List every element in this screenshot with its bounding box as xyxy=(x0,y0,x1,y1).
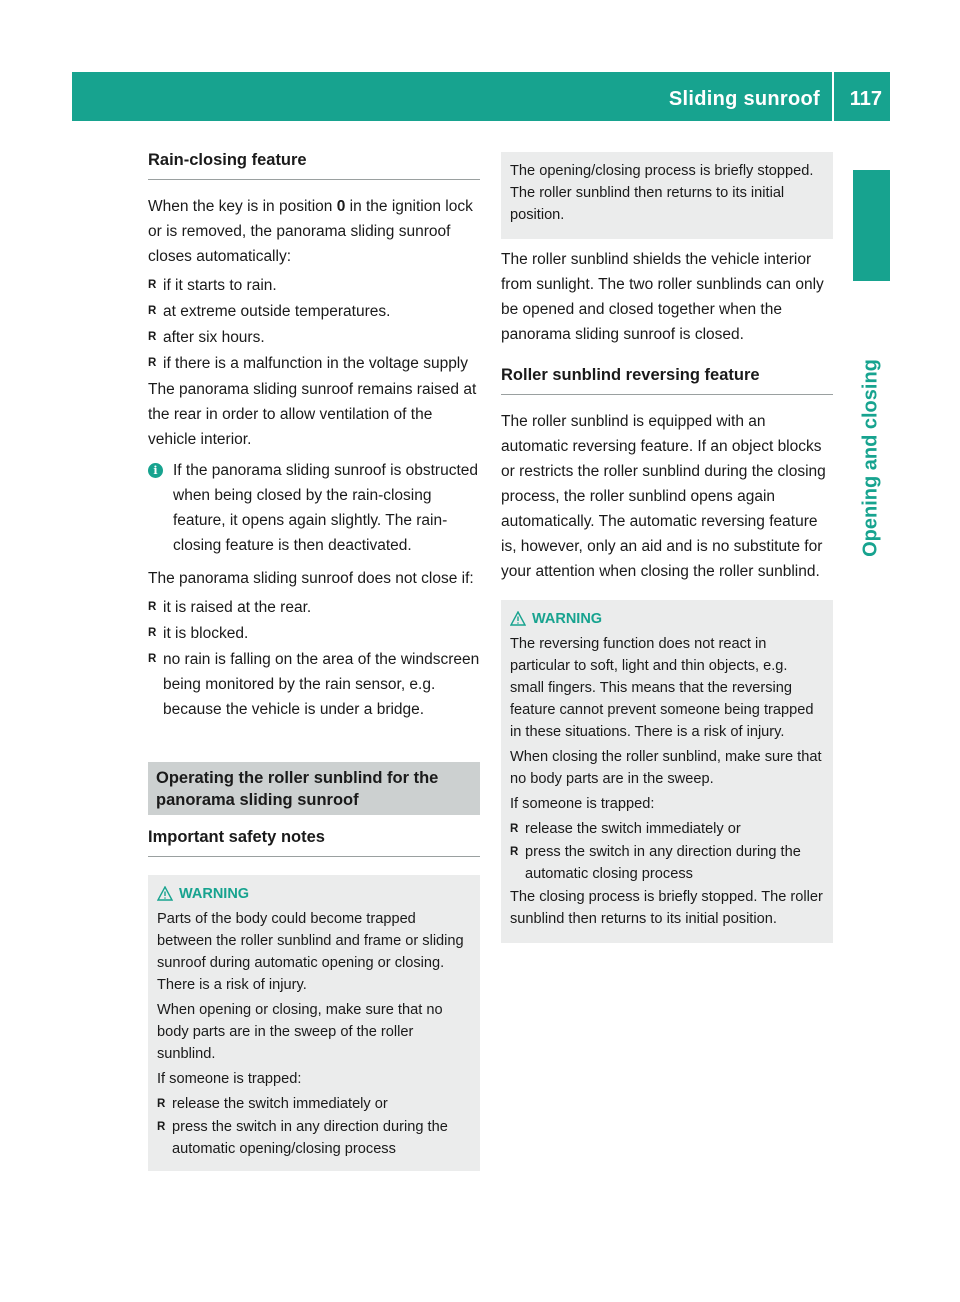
warning-paragraph: The reversing function does not react in particular to soft, light and thin objects, e.g. small fingers. This means that the reversing feature cannot prevent someone being trapped in these situations. There is a risk of injury. xyxy=(510,636,814,740)
warning-box-1-continued xyxy=(501,152,833,239)
warning-paragraph: The opening/closing process is briefly stopped. The roller sunblind then returns to its initial position. xyxy=(510,163,814,223)
warning-paragraph: If someone is trapped: xyxy=(510,796,655,812)
chapter-label: Opening and closing xyxy=(859,359,882,557)
warning-triangle-icon xyxy=(510,611,526,626)
warning-label: WARNING xyxy=(179,886,250,902)
section-banner: Operating the roller sunblind for the panorama sliding sunroof xyxy=(148,762,480,815)
header-divider xyxy=(832,72,834,121)
list-item: R if it starts to rain. xyxy=(148,273,480,298)
intro-text-start: When the key is in position xyxy=(148,198,337,215)
chapter-tab xyxy=(853,170,890,281)
warning-paragraph: Parts of the body could become trapped between the roller sunblind and frame or sliding sunroof during automatic opening or closing. There is a risk of injury. xyxy=(157,911,464,993)
warning-paragraph: When closing the roller sunblind, make sure that no body parts are in the sweep. xyxy=(510,749,822,787)
info-note xyxy=(148,458,480,558)
warning-box-1 xyxy=(148,875,480,1171)
warning-paragraph: If someone is trapped: xyxy=(157,1071,302,1087)
list-item: R press the switch in any direction during the automatic closing process xyxy=(510,841,824,885)
list-item: R release the switch immediately or xyxy=(510,818,824,840)
ventilation-text: The panorama sliding sunroof remains raised at the rear in order to allow ventilation of the vehicle interior. xyxy=(148,381,477,448)
info-icon: i xyxy=(148,463,163,478)
rain-close-conditions xyxy=(148,273,480,376)
page-number: 117 xyxy=(849,88,882,110)
rain-closing-intro xyxy=(148,194,480,269)
left-column xyxy=(148,148,480,1171)
list-item: R it is raised at the rear. xyxy=(148,595,480,620)
intro-text-end: in the ignition lock or is removed, the panorama sliding sunroof closes automatically: xyxy=(148,198,473,265)
page-header xyxy=(72,72,890,121)
right-column xyxy=(501,148,833,943)
info-note-text: If the panorama sliding sunroof is obstructed when being closed by the rain-closing feature, it opens again slightly. The rain-closing feature is then deactivated. xyxy=(173,462,479,554)
warning-bullets xyxy=(157,1093,471,1160)
warning-paragraph: The closing process is briefly stopped. The roller sunblind then returns to its initial position. xyxy=(510,889,823,927)
not-close-intro: The panorama sliding sunroof does not close if: xyxy=(148,570,474,587)
list-item: R release the switch immediately or xyxy=(157,1093,471,1115)
warning-label: WARNING xyxy=(532,611,603,627)
warning-heading xyxy=(510,608,824,630)
list-item: R press the switch in any direction during the automatic opening/closing process xyxy=(157,1116,471,1160)
shield-text: The roller sunblind shields the vehicle interior from sunlight. The two roller sunblinds can only be opened and closed together when the panorama sliding sunroof is closed. xyxy=(501,251,824,343)
header-title: Sliding sunroof xyxy=(668,88,820,110)
safety-notes-heading: Important safety notes xyxy=(148,825,480,857)
key-position: 0 xyxy=(336,198,346,215)
warning-box-2 xyxy=(501,600,833,943)
list-item: R after six hours. xyxy=(148,325,480,350)
list-item: R if there is a malfunction in the voltage supply xyxy=(148,351,480,376)
not-close-conditions xyxy=(148,595,480,722)
list-item: R no rain is falling on the area of the windscreen being monitored by the rain sensor, e.g. because the vehicle is under a bridge. xyxy=(148,647,480,722)
rain-closing-heading: Rain-closing feature xyxy=(148,148,480,180)
reversing-body: The roller sunblind is equipped with an automatic reversing feature. If an object blocks or restricts the roller sunblind during the closing process, the roller sunblind opens again automatically. The automatic reversing feature is, however, only an aid and is no substitute for your attention when closing the roller sunblind. xyxy=(501,413,826,580)
warning-heading xyxy=(157,883,471,905)
warning-bullets xyxy=(510,818,824,885)
list-item: R at extreme outside temperatures. xyxy=(148,299,480,324)
warning-triangle-icon xyxy=(157,886,173,901)
list-item: R it is blocked. xyxy=(148,621,480,646)
reversing-heading: Roller sunblind reversing feature xyxy=(501,363,833,395)
warning-paragraph: When opening or closing, make sure that no body parts are in the sweep of the roller sunblind. xyxy=(157,1002,443,1062)
